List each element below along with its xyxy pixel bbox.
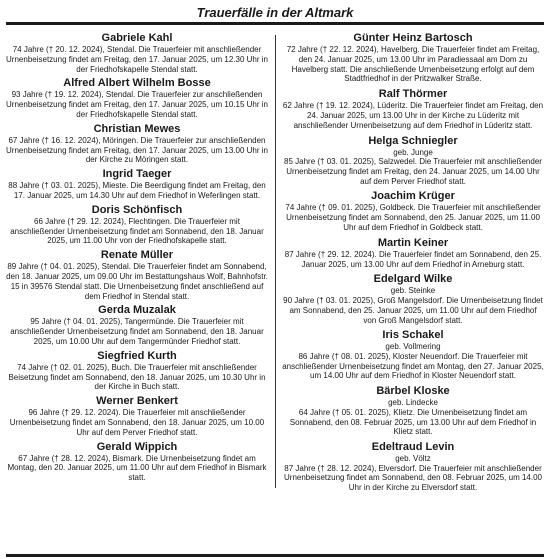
obituary-entry [282, 236, 544, 270]
birth-name: geb. Vollmering [385, 342, 441, 352]
obituary-entry [6, 167, 268, 201]
bottom-rule [6, 554, 544, 557]
obituary-text: 90 Jahre († 03. 01. 2025), Groß Mangelsdorf. Die Urnenbeisetzung findet am Sonnabend, den 25. Januar 2025, um 11.00 Uhr auf dem Friedhof von Groß Mangelsdorf statt. [283, 295, 543, 325]
obituary-entry [282, 272, 544, 325]
obituary-text: 89 Jahre († 04. 01. 2025), Stendal. Die Trauerfeier findet am Sonnabend, den 18. Januar 2025, um 09.00 Uhr im Bestattungshaus Wolf, Bahnhofstr. 15 in 39576 Stendal statt. Die Urnenbeisetzung findet anschließend auf dem Friedhof in Stendal statt. [6, 262, 268, 301]
obituary-text: 86 Jahre († 08. 01. 2025), Kloster Neuendorf. Die Trauerfeier mit anschließender Urnenbeisetzung findet am Montag, den 27. Januar 2025, um 14.00 Uhr auf dem Friedhof in Kloster Neuendorf statt. [282, 351, 544, 381]
deceased-name: Alfred Albert Wilhelm Bosse [63, 77, 211, 90]
obituary-entry [282, 87, 544, 130]
deceased-name: Günter Heinz Bartosch [353, 32, 473, 44]
obituary-text: 87 Jahre († 29. 12. 2024). Die Trauerfeier findet am Sonnabend, den 25. Januar 2025, um 13.00 Uhr auf dem Friedhof in Arneburg statt. [284, 249, 542, 269]
deceased-name: Ingrid Taeger [102, 168, 172, 181]
deceased-name: Joachim Krüger [371, 190, 455, 203]
deceased-name: Iris Schakel [382, 329, 444, 342]
column-divider [275, 35, 276, 488]
obituary-entry [6, 394, 268, 437]
obituary-entry [6, 76, 268, 119]
obituary-text: 72 Jahre († 22. 12. 2024), Havelberg. Die Trauerfeier findet am Freitag, den 24. Januar 2025, um 13.00 Uhr im Paradiessaal am Dom zu Havelberg statt. Die anschließende Urnenbeisetzung erfolgt auf dem Stadtfriedhof in der Pritzwalker Straße. [286, 45, 540, 84]
obituary-text: 87 Jahre († 28. 12. 2024), Elversdorf. Die Trauerfeier mit anschließender Urnenbeisetzung findet am Sonnabend, den 08. Februar 2025, um 14.00 Uhr in der Kirche zu Elversdorf statt. [284, 463, 542, 493]
obituary-text: 74 Jahre († 09. 01. 2025), Goldbeck. Die Trauerfeier mit anschließender Urnenbeisetzung findet am Sonnabend, den 25. Januar 2025, um 11.00 Uhr auf dem Friedhof in Goldbeck statt. [285, 203, 541, 233]
deceased-name: Siegfried Kurth [97, 349, 177, 362]
obituary-entry [6, 122, 268, 165]
obituary-text: 96 Jahre († 29. 12. 2024). Die Trauerfeier mit anschließender Urnenbeisetzung findet am Sonnabend, den 18. Januar 2025, um 10.00 Uhr auf dem Perver Friedhof statt. [9, 408, 265, 437]
obituary-entry [6, 248, 268, 301]
obituary-entry [282, 31, 544, 84]
obituary-entry [282, 189, 544, 232]
obituary-entry [6, 349, 268, 392]
right-column [282, 31, 544, 496]
obituary-entry [282, 134, 544, 187]
obituary-text: 67 Jahre († 16. 12. 2024), Möringen. Die Trauerfeier zur anschließenden Urnenbeisetzung findet am Freitag, den 17. Januar 2025, um 13.00 Uhr in der Kirche zu Möringen statt. [6, 135, 268, 165]
birth-name: geb. Lindecke [388, 398, 438, 408]
title-rule [6, 22, 544, 25]
obituary-text: 88 Jahre († 03. 01. 2025), Mieste. Die Beerdigung findet am Freitag, den 17. Januar 2025, um 14.30 Uhr auf dem Friedhof in Weferlingen statt. [8, 181, 266, 200]
obituary-text: 85 Jahre († 03. 01. 2025), Salzwedel. Die Trauerfeier mit anschließender Urnenbeisetzung findet am Freitag, den 24. Januar 2025, um 14.00 Uhr auf dem Perver Friedhof statt. [284, 157, 542, 186]
obituary-entry [6, 303, 268, 346]
obituary-entry [282, 384, 544, 437]
obituary-entry [6, 440, 268, 483]
deceased-name: Ralf Thörmer [378, 88, 448, 101]
deceased-name: Gerda Muzalak [98, 304, 176, 317]
deceased-name: Doris Schönfisch [91, 203, 183, 216]
obituary-text: 67 Jahre († 28. 12. 2024), Bismark. Die Urnenbeisetzung findet am Montag, den 20. Januar 2025, um 11.00 Uhr auf dem Friedhof in Bismark statt. [7, 453, 267, 483]
obituary-text: 64 Jahre († 05. 01. 2025), Klietz. Die Urnenbeisetzung findet am Sonnabend, den 08. Februar 2025, um 13.00 Uhr auf dem Friedhof in Klietz statt. [289, 407, 537, 437]
deceased-name: Edelgard Wilke [373, 273, 453, 286]
deceased-name: Werner Benkert [96, 395, 178, 408]
obituary-text: 74 Jahre († 20. 12. 2024), Stendal. Die Trauerfeier mit anschließender Urnenbeisetzung findet am Freitag, den 17. Januar 2025, um 12.30 Uhr in der Friedhofskapelle Stendal statt. [6, 45, 268, 74]
obituary-text: 74 Jahre († 02. 01. 2025), Buch. Die Trauerfeier mit anschließender Beisetzung findet am Sonnabend, den 18. Januar 2025, um 10.30 Uhr in der Kirche in Buch statt. [8, 362, 266, 392]
obituary-text: 95 Jahre († 04. 01. 2025), Tangermünde. Die Trauerfeier mit anschließender Urnenbeisetzung findet am Sonnabend, den 18. Januar 2025, um 10.00 Uhr auf dem Tangermünder Friedhof statt. [10, 317, 264, 346]
obituary-text: 93 Jahre († 19. 12. 2024), Stendal. Die Trauerfeier zur anschließenden Urnenbeisetzung findet am Freitag, den 17. Januar 2025, um 10.15 Uhr in der Friedhofskapelle Stendal statt. [6, 90, 268, 119]
deceased-name: Bärbel Kloske [376, 385, 450, 398]
deceased-name: Gerald Wippich [96, 440, 178, 453]
deceased-name: Christian Mewes [93, 122, 181, 135]
obituary-entry [6, 203, 268, 246]
obituary-text: 66 Jahre († 29. 12. 2024), Flechtingen. Die Trauerfeier mit anschließender Urnenbeisetzung findet am Sonnabend, den 18. Januar 2025, um 11.00 Uhr von der Friedhofskapelle statt. [10, 216, 264, 246]
birth-name: geb. Junge [393, 147, 433, 157]
left-column [6, 31, 268, 496]
obituary-columns [6, 31, 544, 496]
birth-name: geb. Völtz [395, 454, 431, 464]
deceased-name: Helga Schniegler [368, 134, 458, 147]
obituary-entry [282, 440, 544, 493]
deceased-name: Edeltraud Levin [371, 441, 455, 454]
deceased-name: Martin Keiner [377, 236, 449, 249]
deceased-name: Gabriele Kahl [101, 32, 173, 44]
obituary-text: 62 Jahre († 19. 12. 2024), Lüderitz. Die Trauerfeier findet am Freitag, den 24. Januar 2025, um 13.00 Uhr in der Kirche zu Lüderitz mit anschließender Urnenbeisetzung auf dem Friedhof in Lüderitz statt. [282, 101, 544, 130]
obituary-entry [6, 31, 268, 74]
page-title: Trauerfälle in der Altmark [196, 5, 354, 20]
deceased-name: Renate Müller [100, 249, 174, 262]
obituary-entry [282, 328, 544, 381]
birth-name: geb. Steinke [390, 286, 436, 296]
